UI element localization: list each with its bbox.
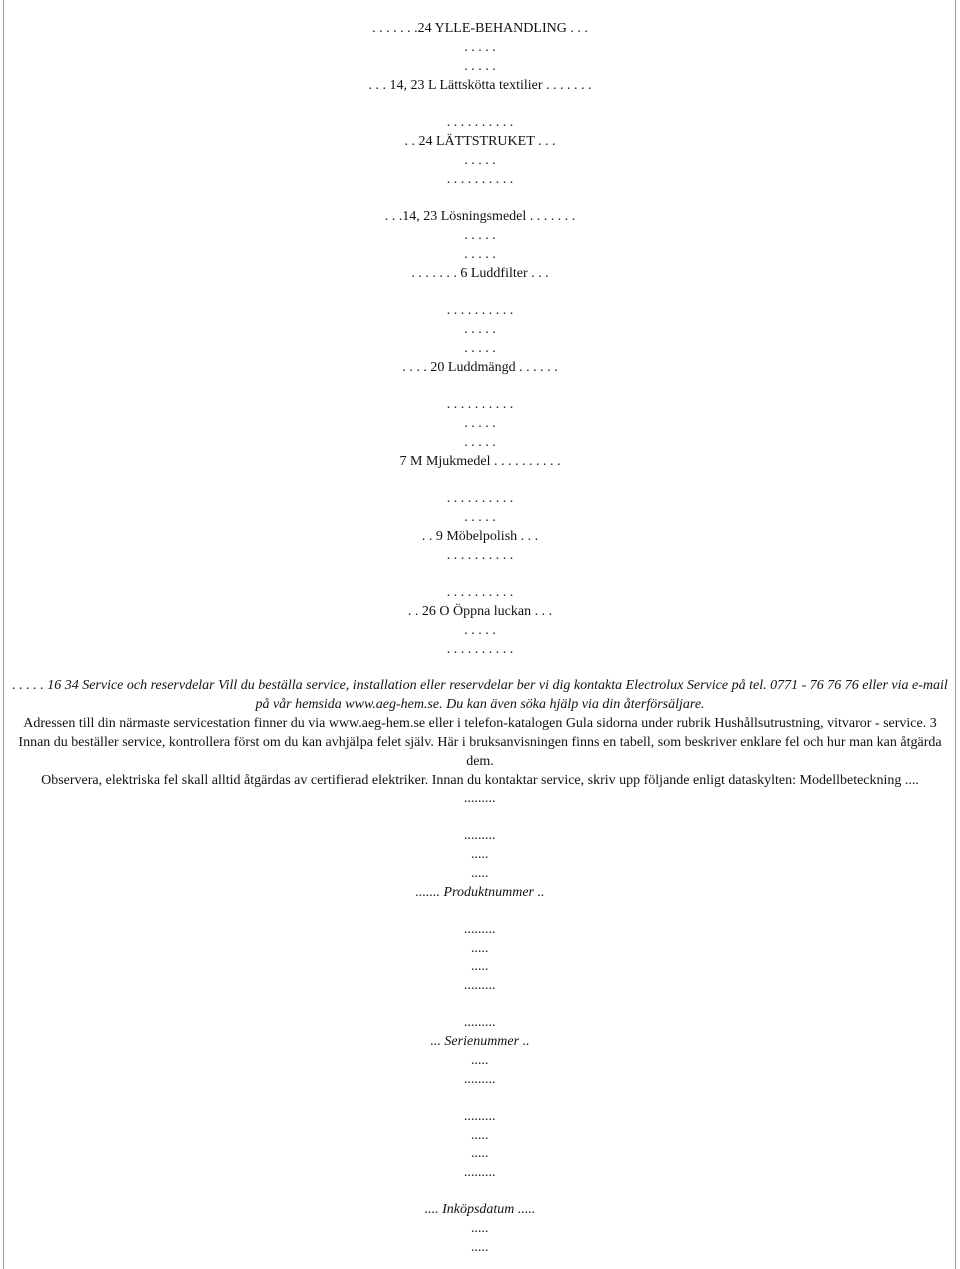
- datasign-paragraph: Observera, elektriska fel skall alltid åtgärdas av certifierad elektriker. Innan du kontaktar service, skriv upp följande enligt dataskylten: Modellbeteckning ....: [41, 773, 919, 788]
- index-line: . . . . .: [464, 510, 496, 525]
- index-line: . . 24 LÄTTSTRUKET . . .: [404, 134, 556, 149]
- index-line: . . . . . . . . . .: [446, 491, 514, 506]
- form-line: .........: [464, 1015, 496, 1030]
- form-line: .........: [464, 1165, 496, 1180]
- form-line: .....: [471, 1221, 489, 1236]
- index-line: . . 9 Möbelpolish . . .: [421, 529, 539, 544]
- index-line: . . . . . . . . . .: [446, 115, 514, 130]
- index-line: . . 26 O Öppna luckan . . .: [407, 604, 553, 619]
- index-line: . . . . .: [464, 228, 496, 243]
- index-line: . . . . . . .24 YLLE-BEHANDLING . . .: [372, 21, 588, 36]
- index-line: . . .14, 23 Lösningsmedel . . . . . . .: [384, 209, 576, 224]
- form-line: .....: [471, 941, 489, 956]
- form-line: .....: [471, 866, 489, 881]
- form-line: .....: [471, 959, 489, 974]
- index-line: . . . . 20 Luddmängd . . . . . .: [402, 360, 558, 375]
- form-line: .....: [471, 847, 489, 862]
- index-line: . . . . . . . 6 Luddfilter . . .: [411, 266, 549, 281]
- index-line: . . . . . . . . . .: [446, 642, 514, 657]
- form-line: .........: [464, 828, 496, 843]
- form-line: .... Inköpsdatum .....: [424, 1202, 536, 1217]
- form-line: .........: [464, 978, 496, 993]
- form-line: .....: [471, 1240, 489, 1255]
- index-line: . . . . .: [464, 322, 496, 337]
- form-line: .........: [464, 1072, 496, 1087]
- index-line: . . . . . . . . . .: [446, 585, 514, 600]
- index-line: . . . . . . . . . .: [446, 172, 514, 187]
- form-line: .....: [471, 1128, 489, 1143]
- service-paragraph: . . . . . 16 34 Service och reservdelar Vill du beställa service, installation eller reservdelar ber vi dig kontakta Electrolux Service på tel. 0771 - 76 76 76 eller via e-mail på vår hemsida www.aeg-hem.se. Du kan även söka hjälp via din återförsäljare.: [12, 678, 948, 712]
- index-line: . . . . . . . . . .: [446, 548, 514, 563]
- form-line: .....: [471, 1053, 489, 1068]
- index-line: . . . . .: [464, 416, 496, 431]
- address-paragraph: Adressen till din närmaste servicestation finner du via www.aeg-hem.se eller i telefon-katalogen Gula sidorna under rubrik Hushållsutrustning, vitvaror - service. 3 Innan du beställer service, kontrollera först om du kan avhjälpa felet själv. Här i bruksanvisningen finns en tabell, som beskriver enklare fel och hur man kan åtgärda dem.: [18, 716, 942, 769]
- index-line: . . . . . . . . . .: [446, 303, 514, 318]
- index-line: 7 M Mjukmedel . . . . . . . . . .: [399, 454, 561, 469]
- index-line: . . . . .: [464, 623, 496, 638]
- form-line: .........: [464, 922, 496, 937]
- form-line: ....... Produktnummer ..: [415, 885, 545, 900]
- index-line: . . . . .: [464, 59, 496, 74]
- index-line: . . . 14, 23 L Lättskötta textilier . . . . . . .: [368, 78, 592, 93]
- form-line: .........: [464, 791, 496, 806]
- form-line: .........: [464, 1109, 496, 1124]
- index-line: . . . . .: [464, 40, 496, 55]
- index-line: . . . . . . . . . .: [446, 397, 514, 412]
- form-line: ... Serienummer ..: [430, 1034, 530, 1049]
- index-line: . . . . .: [464, 247, 496, 262]
- index-line: . . . . .: [464, 341, 496, 356]
- index-line: . . . . .: [464, 153, 496, 168]
- form-line: .....: [471, 1146, 489, 1161]
- index-line: . . . . .: [464, 435, 496, 450]
